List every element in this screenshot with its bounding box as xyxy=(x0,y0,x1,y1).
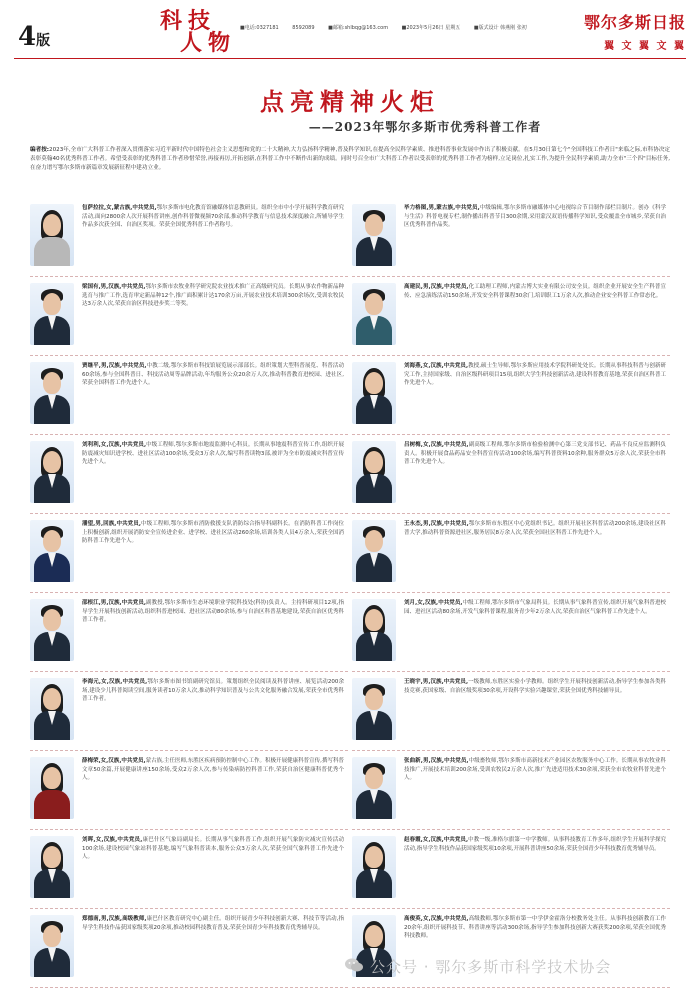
meta-date: ■2023年5月26日 星期五 xyxy=(401,25,461,31)
meta-row xyxy=(240,24,539,31)
portrait-photo xyxy=(352,283,396,345)
meta-email: ■邮箱:shlbqg@163.com xyxy=(328,25,389,31)
portrait-photo xyxy=(30,599,74,661)
profile-card: 郑德南,男,汉族,高级教师,康巴什区教育研究中心副主任。组织开展青少年科技创新大赛、科技节等活动,指导学生科技作品获国家级奖项20余项,推动校园科技教育普及,荣获全国青少年科技教育优秀辅导员。 xyxy=(30,909,348,988)
masthead-divider xyxy=(14,58,686,59)
watermark: 公众号 · 鄂尔多斯市科学技术协会 xyxy=(370,958,612,976)
portrait-photo xyxy=(352,441,396,503)
profile-card: 潘望,男,回族,中共党员,中级工程师,鄂尔多斯市消防救援支队消防综合指导科副科长。在消防科普工作岗位上积极创新,组织开展消防安全宣传进企业、进学校、进社区活动260余场,培训各类人员4万余人,荣获全国消防科普工作先进个人。 xyxy=(30,514,348,593)
profile-card: 王晓宇,男,汉族,中共党员,一级教师,东胜区实验小学教师。组织学生开展科技创新活动,指导学生参加各类科技竞赛,获国家级、自治区级奖项30余项,开设科学实验兴趣课堂,荣获全国优秀科技辅导员。 xyxy=(352,672,670,751)
portrait-photo xyxy=(30,204,74,266)
portrait-photo xyxy=(30,915,74,977)
profile-card: 吕树梅,女,汉族,中共党员,副高级工程师,鄂尔多斯市检验检测中心第三党支部书记、药品不良反应监测科负责人。积极开展食品药品安全科普宣传活动100余场,编写科普资料10余种,服务群众5万余人次,荣获全市科普工作先进个人。 xyxy=(352,435,670,514)
profile-card: 包萨拉拉,女,蒙古族,中共党员,鄂尔多斯市电化教育馆融媒体信息教研员。组织全市中小学开展科学教育研究活动,面向2800余人次开展科普讲座,创作科普微视频70余部,推动科学教育与信息技术深度融合,所辅导学生作品多次获全国、自治区奖项。荣获全国优秀科普工作者称号。 xyxy=(30,198,348,277)
profile-grid xyxy=(30,198,670,958)
newspaper-brand: 鄂尔多斯日报 翼 文 翼 文 翼 xyxy=(583,13,686,52)
portrait-photo xyxy=(352,599,396,661)
page-number: 4版 xyxy=(18,22,51,52)
masthead xyxy=(0,0,700,62)
profile-card: 李海元,女,汉族,中共党员,鄂尔多斯市图书馆副研究馆员。策划组织全民阅读及科普讲座、展览活动200余场,建设少儿科普阅读空间,服务读者10万余人次,推动科学知识普及与公共文化服务融合发展,荣获全市优秀科普工作者。 xyxy=(30,672,348,751)
portrait-photo xyxy=(352,757,396,819)
profile-card: 邵根江,男,汉族,中共党员,副教授,鄂尔多斯市生态环境职业学院科技处(科协)负责人。主持科研项目12项,指导学生开展科技创新活动,组织科普进校园、进社区活动80余场,参与自治区科普基地建设,荣获自治区优秀科普工作者。 xyxy=(30,593,348,672)
profile-card: 刘月,女,汉族,中共党员,中级工程师,鄂尔多斯市气象局科员。长期从事气象科普宣传,组织开展气象科普进校园、进社区活动80余场,开发气象科普课程,服务青少年2万余人次,荣获自治区气象科普工作先进个人。 xyxy=(352,593,670,672)
profile-card: 王永杰,男,汉族,中共党员,鄂尔多斯市东胜区中心党组织书记。组织开展社区科普活动200余场,建设社区科普大学,推动科普资源进社区,服务居民8万余人次,荣获全国社区科普工作先进个人。 xyxy=(352,514,670,593)
portrait-photo xyxy=(352,678,396,740)
profile-card: 毕力格图,男,蒙古族,中共党员,中级编辑,鄂尔多斯市融媒体中心电视综合节目制作部栏目制片。创办《科学与生活》科普电视专栏,制作播出科普节目300余期,采用蒙汉双语传播科学知识,受众覆盖全市城乡,荣获自治区优秀科普作品奖。 xyxy=(352,198,670,277)
editor-note: 编者按:2023年,全市广大科普工作者深入贯彻落实习近平新时代中国特色社会主义思想和党的二十大精神,大力弘扬科学精神,普及科学知识,在提高全民科学素质、推进科普事业发展中作出了积极贡献。在5月30日第七个"全国科技工作者日"来临之际,市科协决定表彰莫翰40名优秀科普工作者。希望受表彰的优秀科普工作者珍惜荣誉,再接再厉,开拓创新,在科普工作中不断作出新的成绩。同时号召全市广大科普工作者以受表彰的优秀科普工作者为榜样,立足岗位,扎实工作,为提升全民科学素质,助力全市"三个四"目标任务,在奋力谱写鄂尔多斯市新篇章发展新征程中建功立业。 xyxy=(30,147,670,171)
profile-card: 刘利利,女,汉族,中共党员,中级工程师,鄂尔多斯市地震监测中心科员。长期从事地震科普宣传工作,组织开展防震减灾知识进学校、进社区活动100余场,受众3万余人次,编写科普读物3部,被评为全市防震减灾科普宣传先进个人。 xyxy=(30,435,348,514)
portrait-photo xyxy=(30,520,74,582)
profile-column-right xyxy=(352,198,670,958)
meta-design: ■版式设计 韩燕刚 张初 xyxy=(473,25,527,31)
portrait-photo xyxy=(30,362,74,424)
portrait-photo xyxy=(352,204,396,266)
column-name: 科技 人物 xyxy=(160,8,237,56)
meta-phone-2: 8592089 xyxy=(292,25,315,31)
portrait-photo xyxy=(30,441,74,503)
profile-card: 高俊英,女,汉族,中共党员,高级教师,鄂尔多斯市第一中学伊金霍洛分校教务处主任。从事科技创新教育工作20余年,组织开展科技节、科普讲座等活动300余场,指导学生参加科技创新大赛获奖200余项,荣获全国优秀科技教师。 xyxy=(352,909,670,988)
portrait-photo xyxy=(352,362,396,424)
profile-card: 薛梅荣,女,汉族,中共党员,蒙古族,主任医师,东胜区疾病预防控制中心工作。积极开展健康科普宣传,撰写科普文章50余篇,开展健康讲座150余场,受众2万余人次,参与传染病防控科普工作,荣获自治区健康科普优秀个人。 xyxy=(30,751,348,830)
profile-card: 高建民,男,汉族,中共党员,化工助理工程师,内蒙古博大实业有限公司安全员。组织企业开展安全生产科普宣传、应急演练活动150余场,开发安全科普课程30余门,培训职工1万余人次,推动企业安全科普工作常态化。 xyxy=(352,277,670,356)
page-subtitle: ——2023年鄂尔多斯市优秀科普工作者 xyxy=(308,120,542,134)
portrait-photo xyxy=(30,678,74,740)
profile-card: 刘海燕,女,汉族,中共党员,教授,硕士生导师,鄂尔多斯应用技术学院科研处处长。长期从事科技科普与创新研究工作,主持国家级、自治区级科研项目15项,组织大学生科技创新活动,建设科普教育基地,荣获自治区科普工作先进个人。 xyxy=(352,356,670,435)
profile-card: 贾继平,男,汉族,中共党员,中教二级,鄂尔多斯市科技馆展览展示部部长。组织策划大型科普展览、科普活动60余场,参与全国科普日、科技活动周等品牌活动,年均服务公众20余万人次,推动科普教育进校园、进社区,荣获全国科普工作先进个人。 xyxy=(30,356,348,435)
portrait-photo xyxy=(352,520,396,582)
page-title: 点亮精神火炬 xyxy=(260,87,440,116)
portrait-photo xyxy=(352,836,396,898)
profile-column-left xyxy=(30,198,348,958)
profile-card: 张曲新,男,汉族,中共党员,中级畜牧师,鄂尔多斯市高新技术产业园区农牧服务中心工作。长期从事农牧业科技推广,开展技术培训200余场,受训农牧民2万余人次,推广先进适用技术30余项,荣获全市农牧业科普先进个人。 xyxy=(352,751,670,830)
wechat-icon xyxy=(344,957,364,973)
portrait-photo xyxy=(30,836,74,898)
profile-card: 赵春霞,女,汉族,中共党员,中教一级,准格尔旗第一中学教师。从事科技教育工作多年,组织学生开展科学探究活动,指导学生科技作品获国家级奖项10余项,开展科普讲座50余场,荣获全国青少年科技教育优秀辅导员。 xyxy=(352,830,670,909)
profile-card: 梁国有,男,汉族,中共党员,鄂尔多斯市农牧业科学研究院农业技术推广正高级研究员。长期从事农作物新品种选育与推广工作,选育审定新品种12个,推广面积累计达170余万亩,开展农业技术培训300余场次,受训农牧民达3万余人次,荣获自治区科技进步奖二等奖。 xyxy=(30,277,348,356)
portrait-photo xyxy=(30,757,74,819)
meta-phone: ■电话:0327181 xyxy=(240,25,279,31)
profile-card: 刘晖,女,汉族,中共党员,康巴什区气象局副局长。长期从事气象科普工作,组织开展气象防灾减灾宣传活动100余场,建设校园气象站科普基地,编写气象科普读本,服务公众3万余人次,荣获全国气象科普工作先进个人。 xyxy=(30,830,348,909)
portrait-photo xyxy=(30,283,74,345)
